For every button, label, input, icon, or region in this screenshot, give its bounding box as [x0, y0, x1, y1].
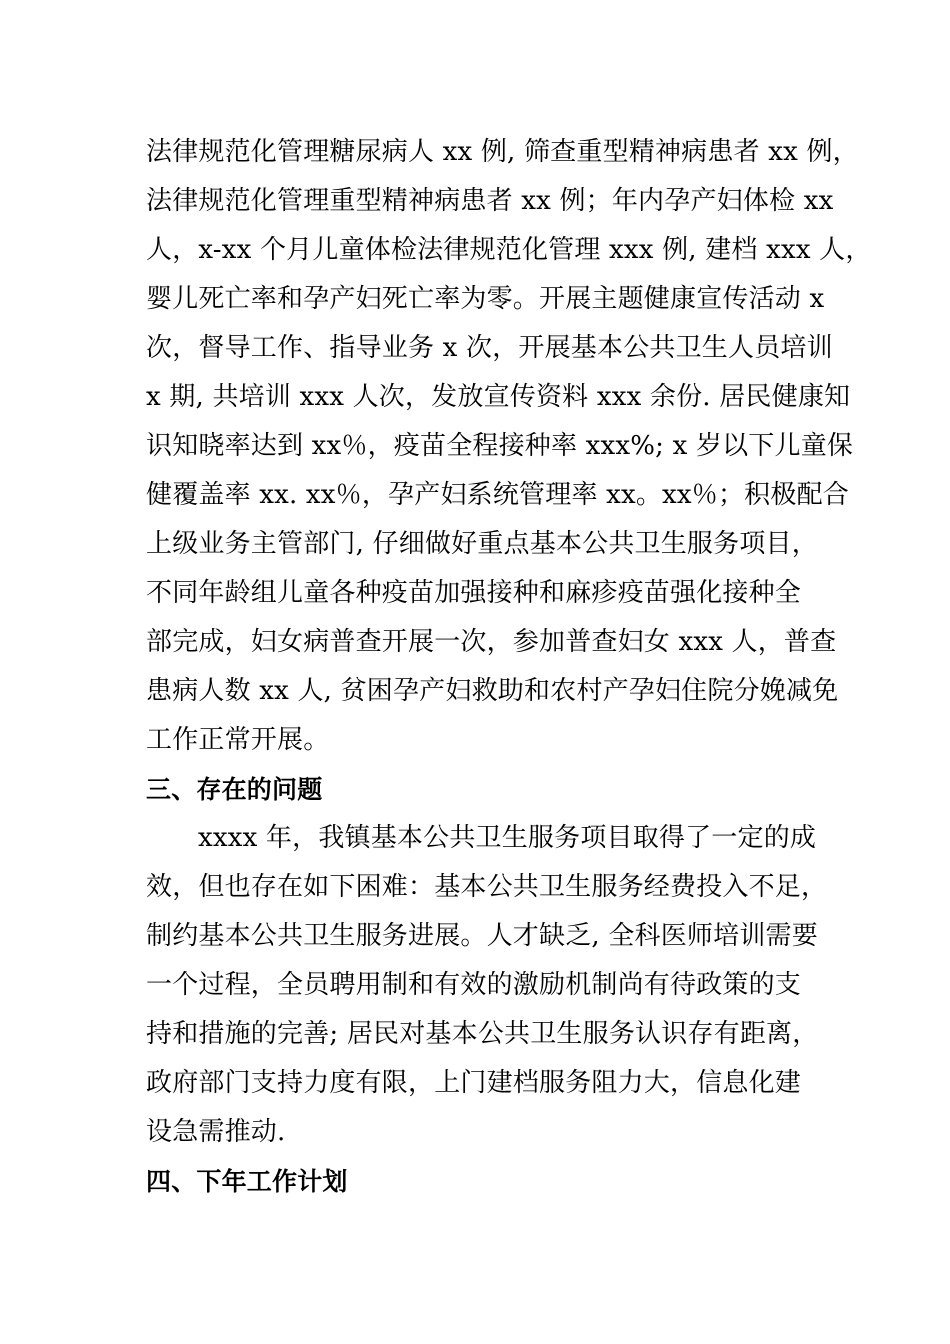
- paragraph-line: 效，但也存在如下困难：基本公共卫生服务经费投入不足，: [146, 872, 828, 902]
- paragraph-line: 政府部门支持力度有限，上门建档服务阻力大，信息化建: [146, 1068, 802, 1098]
- paragraph-line: 上级业务主管部门, 仔细做好重点基本公共卫生服务项目，: [146, 529, 818, 559]
- paragraph-line: 工作正常开展。: [146, 725, 330, 755]
- paragraph-line: 设急需推动.: [146, 1117, 286, 1147]
- paragraph-line: 不同年龄组儿童各种疫苗加强接种和麻疹疫苗强化接种全: [146, 578, 802, 608]
- paragraph-line: 法律规范化管理重型精神病患者 xx 例；年内孕产妇体检 xx: [146, 186, 834, 216]
- paragraph-line: 次，督导工作、指导业务 x 次，开展基本公共卫生人员培训: [146, 333, 833, 363]
- paragraph-line: 人，x-xx 个月儿童体检法律规范化管理 xxx 例, 建档 xxx 人，: [146, 235, 872, 265]
- paragraph-line: 识知晓率达到 xx％，疫苗全程接种率 xxx%; x 岁以下儿童保: [146, 431, 854, 461]
- section-heading-next-year-plan: 四、下年工作计划: [146, 1167, 348, 1196]
- paragraph-line: 部完成，妇女病普查开展一次，参加普查妇女 xxx 人，普查: [146, 627, 837, 657]
- paragraph-statistics: [146, 128, 872, 765]
- section-heading-problems: 三、存在的问题: [146, 775, 323, 804]
- paragraph-problems: [146, 814, 828, 1157]
- paragraph-line: 持和措施的完善; 居民对基本公共卫生服务认识存有距离，: [146, 1019, 819, 1049]
- paragraph-line: 一个过程，全员聘用制和有效的激励机制尚有待政策的支: [146, 970, 802, 1000]
- paragraph-line: xxxx 年，我镇基本公共卫生服务项目取得了一定的成: [198, 823, 817, 853]
- paragraph-line: x 期, 共培训 xxx 人次，发放宣传资料 xxx 余份. 居民健康知: [146, 382, 851, 412]
- paragraph-line: 患病人数 xx 人, 贫困孕产妇救助和农村产孕妇住院分娩减免: [146, 676, 839, 706]
- paragraph-line: 制约基本公共卫生服务进展。人才缺乏, 全科医师培训需要: [146, 921, 818, 951]
- paragraph-line: 健覆盖率 xx. xx％，孕产妇系统管理率 xx。xx％；积极配合: [146, 480, 849, 510]
- document-body: [146, 128, 872, 1206]
- paragraph-line: 婴儿死亡率和孕产妇死亡率为零。开展主题健康宣传活动 x: [146, 284, 825, 314]
- paragraph-line: 法律规范化管理糖尿病人 xx 例, 筛查重型精神病患者 xx 例，: [146, 137, 859, 167]
